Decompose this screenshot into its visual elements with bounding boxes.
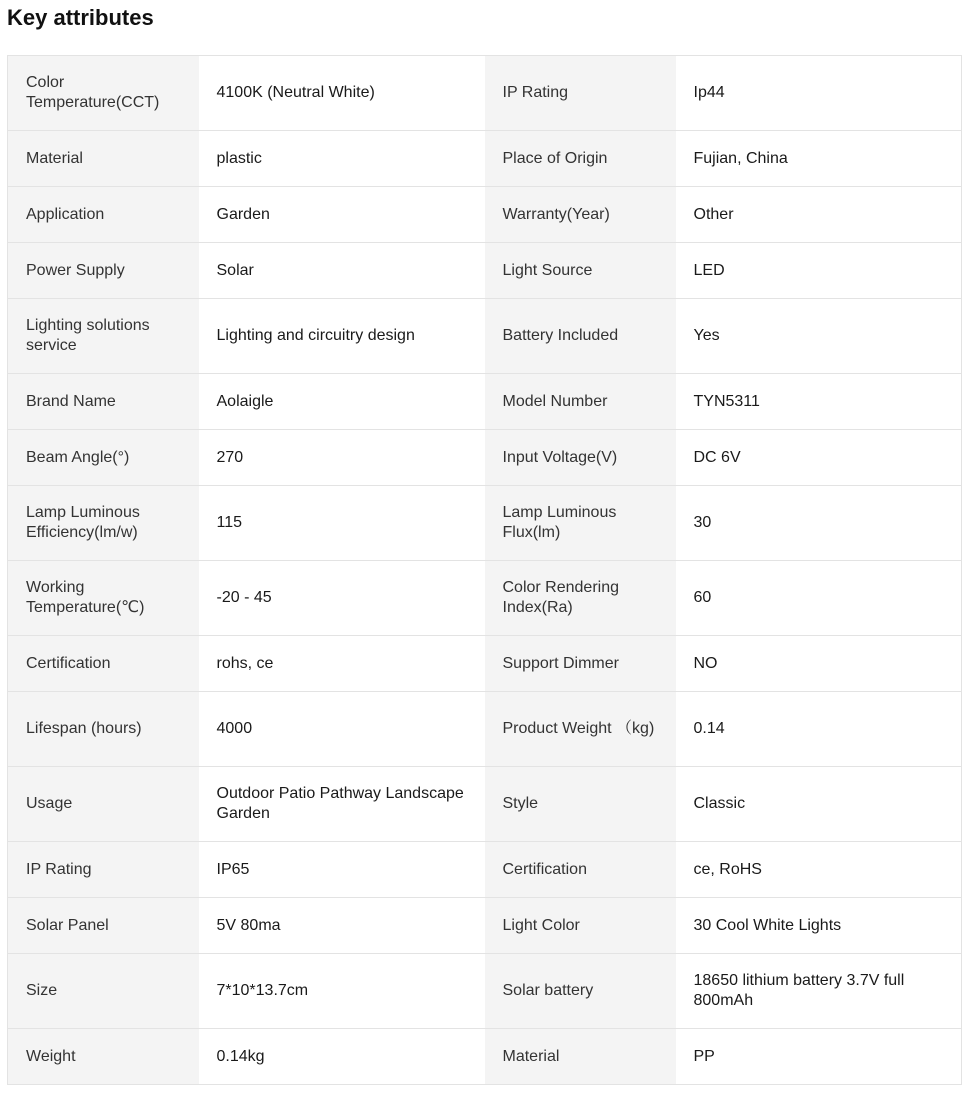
attribute-row xyxy=(8,636,962,692)
attribute-value: 270 xyxy=(199,430,485,486)
attribute-value: 0.14 xyxy=(676,692,962,767)
attribute-row xyxy=(8,56,962,131)
attribute-label: Beam Angle(°) xyxy=(8,430,199,486)
attribute-label: Material xyxy=(8,131,199,187)
attribute-row xyxy=(8,374,962,430)
attribute-row xyxy=(8,898,962,954)
attribute-label: Usage xyxy=(8,767,199,842)
attribute-label: Application xyxy=(8,187,199,243)
attribute-label: Material xyxy=(485,1029,676,1085)
attribute-label: Color Temperature(CCT) xyxy=(8,56,199,131)
attribute-label: Lighting solutions service xyxy=(8,299,199,374)
attribute-row xyxy=(8,561,962,636)
attribute-value: 4100K (Neutral White) xyxy=(199,56,485,131)
attribute-value: Yes xyxy=(676,299,962,374)
attribute-value: ce, RoHS xyxy=(676,842,962,898)
attribute-value: LED xyxy=(676,243,962,299)
attribute-value: IP65 xyxy=(199,842,485,898)
attribute-label: Battery Included xyxy=(485,299,676,374)
attribute-label: Style xyxy=(485,767,676,842)
attribute-value: Solar xyxy=(199,243,485,299)
attribute-value: Ip44 xyxy=(676,56,962,131)
attribute-value: PP xyxy=(676,1029,962,1085)
attribute-label: Color Rendering Index(Ra) xyxy=(485,561,676,636)
attribute-value: 0.14kg xyxy=(199,1029,485,1085)
attribute-value: plastic xyxy=(199,131,485,187)
attribute-label: Solar Panel xyxy=(8,898,199,954)
attribute-value: 115 xyxy=(199,486,485,561)
attribute-value: Outdoor Patio Pathway Landscape Garden xyxy=(199,767,485,842)
attribute-row xyxy=(8,692,962,767)
attribute-label: Light Color xyxy=(485,898,676,954)
attribute-row xyxy=(8,430,962,486)
attribute-value: 60 xyxy=(676,561,962,636)
attribute-value: Fujian, China xyxy=(676,131,962,187)
attribute-label: Certification xyxy=(8,636,199,692)
attribute-label: Solar battery xyxy=(485,954,676,1029)
attribute-label: Lamp Luminous Flux(lm) xyxy=(485,486,676,561)
attribute-value: Lighting and circuitry design xyxy=(199,299,485,374)
attribute-row xyxy=(8,486,962,561)
attribute-value: 30 Cool White Lights xyxy=(676,898,962,954)
attribute-label: Working Temperature(℃) xyxy=(8,561,199,636)
attribute-label: Lamp Luminous Efficiency(lm/w) xyxy=(8,486,199,561)
attribute-label: Power Supply xyxy=(8,243,199,299)
attribute-value: Other xyxy=(676,187,962,243)
attribute-row xyxy=(8,187,962,243)
attributes-table xyxy=(7,55,962,1085)
attribute-value: 18650 lithium battery 3.7V full 800mAh xyxy=(676,954,962,1029)
attribute-value: NO xyxy=(676,636,962,692)
attribute-value: 4000 xyxy=(199,692,485,767)
attribute-label: Product Weight （kg) xyxy=(485,692,676,767)
attribute-label: Brand Name xyxy=(8,374,199,430)
attribute-label: IP Rating xyxy=(8,842,199,898)
attribute-row xyxy=(8,767,962,842)
attribute-row xyxy=(8,842,962,898)
attribute-label: Certification xyxy=(485,842,676,898)
attribute-value: Classic xyxy=(676,767,962,842)
attribute-label: Lifespan (hours) xyxy=(8,692,199,767)
attribute-label: Input Voltage(V) xyxy=(485,430,676,486)
attribute-value: 5V 80ma xyxy=(199,898,485,954)
attribute-value: rohs, ce xyxy=(199,636,485,692)
attribute-label: Support Dimmer xyxy=(485,636,676,692)
attribute-value: TYN5311 xyxy=(676,374,962,430)
attribute-row xyxy=(8,299,962,374)
attribute-value: 7*10*13.7cm xyxy=(199,954,485,1029)
attribute-row xyxy=(8,243,962,299)
attribute-label: Model Number xyxy=(485,374,676,430)
attribute-label: IP Rating xyxy=(485,56,676,131)
attribute-label: Weight xyxy=(8,1029,199,1085)
attribute-value: Aolaigle xyxy=(199,374,485,430)
attribute-value: -20 - 45 xyxy=(199,561,485,636)
attribute-value: Garden xyxy=(199,187,485,243)
attribute-label: Size xyxy=(8,954,199,1029)
attribute-label: Place of Origin xyxy=(485,131,676,187)
attribute-value: 30 xyxy=(676,486,962,561)
attribute-label: Light Source xyxy=(485,243,676,299)
attribute-label: Warranty(Year) xyxy=(485,187,676,243)
attribute-row xyxy=(8,954,962,1029)
attribute-row xyxy=(8,1029,962,1085)
attribute-row xyxy=(8,131,962,187)
section-title: Key attributes xyxy=(7,5,154,30)
attribute-value: DC 6V xyxy=(676,430,962,486)
